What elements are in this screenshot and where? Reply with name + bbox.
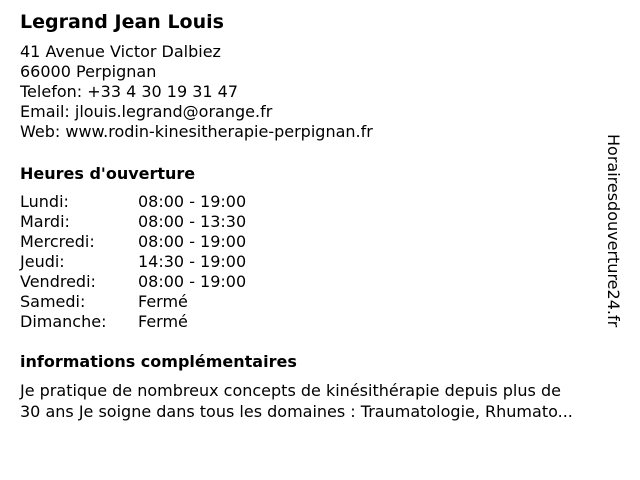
day-hours: 08:00 - 19:00 [138, 272, 247, 291]
day-label: Lundi: [20, 192, 69, 211]
day-label: Samedi: [20, 292, 86, 311]
day-label: Jeudi: [20, 252, 65, 271]
day-hours: Fermé [138, 292, 188, 311]
business-card [20, 10, 610, 422]
day-hours: Fermé [138, 312, 188, 331]
day-label: Vendredi: [20, 272, 96, 291]
hours-row-saturday [20, 292, 246, 312]
hours-row-wednesday [20, 232, 246, 252]
additional-info-text [20, 380, 630, 422]
phone-number: Telefon: +33 4 30 19 31 47 [20, 82, 239, 101]
hours-row-sunday [20, 312, 246, 332]
opening-hours-table [20, 192, 246, 332]
website: Web: www.rodin-kinesitherapie-perpignan.fr [20, 122, 373, 141]
email-address: Email: jlouis.legrand@orange.fr [20, 102, 273, 121]
hours-row-thursday [20, 252, 246, 272]
address-street: 41 Avenue Victor Dalbiez [20, 42, 221, 61]
day-hours: 08:00 - 19:00 [138, 192, 247, 211]
hours-row-monday [20, 192, 246, 212]
opening-hours-heading: Heures d'ouverture [20, 164, 196, 183]
hours-row-tuesday [20, 212, 246, 232]
day-label: Mercredi: [20, 232, 95, 251]
day-hours: 08:00 - 19:00 [138, 232, 247, 251]
hours-row-friday [20, 272, 246, 292]
contact-block [20, 42, 610, 142]
additional-info-line: 30 ans Je soigne dans tous les domaines : Traumatologie, Rhumato... [20, 402, 573, 421]
day-label: Dimanche: [20, 312, 107, 331]
additional-info-heading: informations complémentaires [20, 352, 297, 371]
day-hours: 14:30 - 19:00 [138, 252, 247, 271]
site-watermark: Horairesdouverture24.fr [604, 134, 623, 328]
address-city: 66000 Perpignan [20, 62, 157, 81]
day-label: Mardi: [20, 212, 70, 231]
day-hours: 08:00 - 13:30 [138, 212, 247, 231]
business-name: Legrand Jean Louis [20, 11, 224, 33]
additional-info-line: Je pratique de nombreux concepts de kinésithérapie depuis plus de [20, 381, 561, 400]
